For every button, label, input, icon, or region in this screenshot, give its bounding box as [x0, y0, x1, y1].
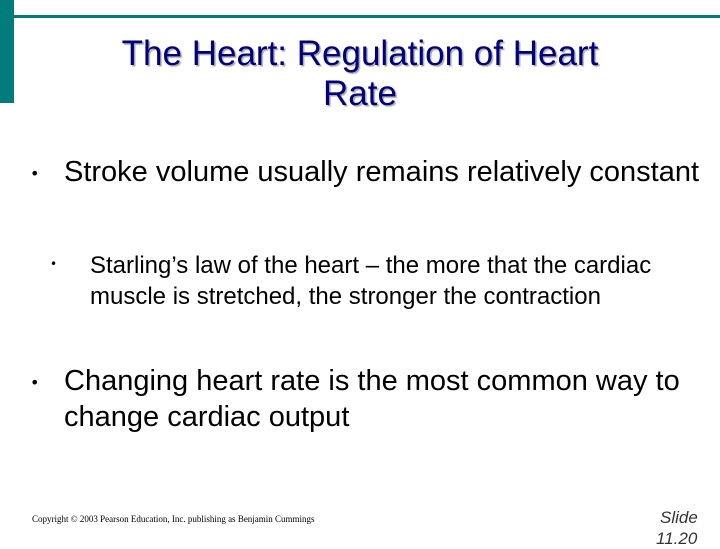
slide-title-line-1: The Heart: Regulation of Heart — [121, 34, 599, 73]
bullet-text: Changing heart rate is the most common way to change cardiac output — [64, 365, 680, 433]
bullet-item-1 — [24, 154, 704, 190]
accent-horizontal-line — [14, 15, 720, 18]
slide-title-line-2: Rate — [323, 74, 397, 113]
copyright-notice: Copyright © 2003 Pearson Education, Inc. publishing as Benjamin Cummings — [32, 514, 315, 524]
slide-label: Slide — [660, 508, 698, 527]
bullet-icon: • — [30, 164, 40, 183]
bullet-item-2 — [24, 363, 704, 435]
bullet-text: Starling’s law of the heart – the more that the cardiac muscle is stretched, the stronger the contraction — [90, 252, 652, 310]
sub-bullet-item-1 — [50, 250, 670, 312]
slide-title — [40, 34, 680, 114]
bullet-text: Stroke volume usually remains relatively constant — [64, 156, 700, 188]
slide-number: 11.20 — [656, 529, 698, 548]
accent-vertical-bar — [0, 0, 14, 103]
bullet-icon: • — [50, 257, 58, 271]
bullet-icon: • — [30, 373, 40, 392]
